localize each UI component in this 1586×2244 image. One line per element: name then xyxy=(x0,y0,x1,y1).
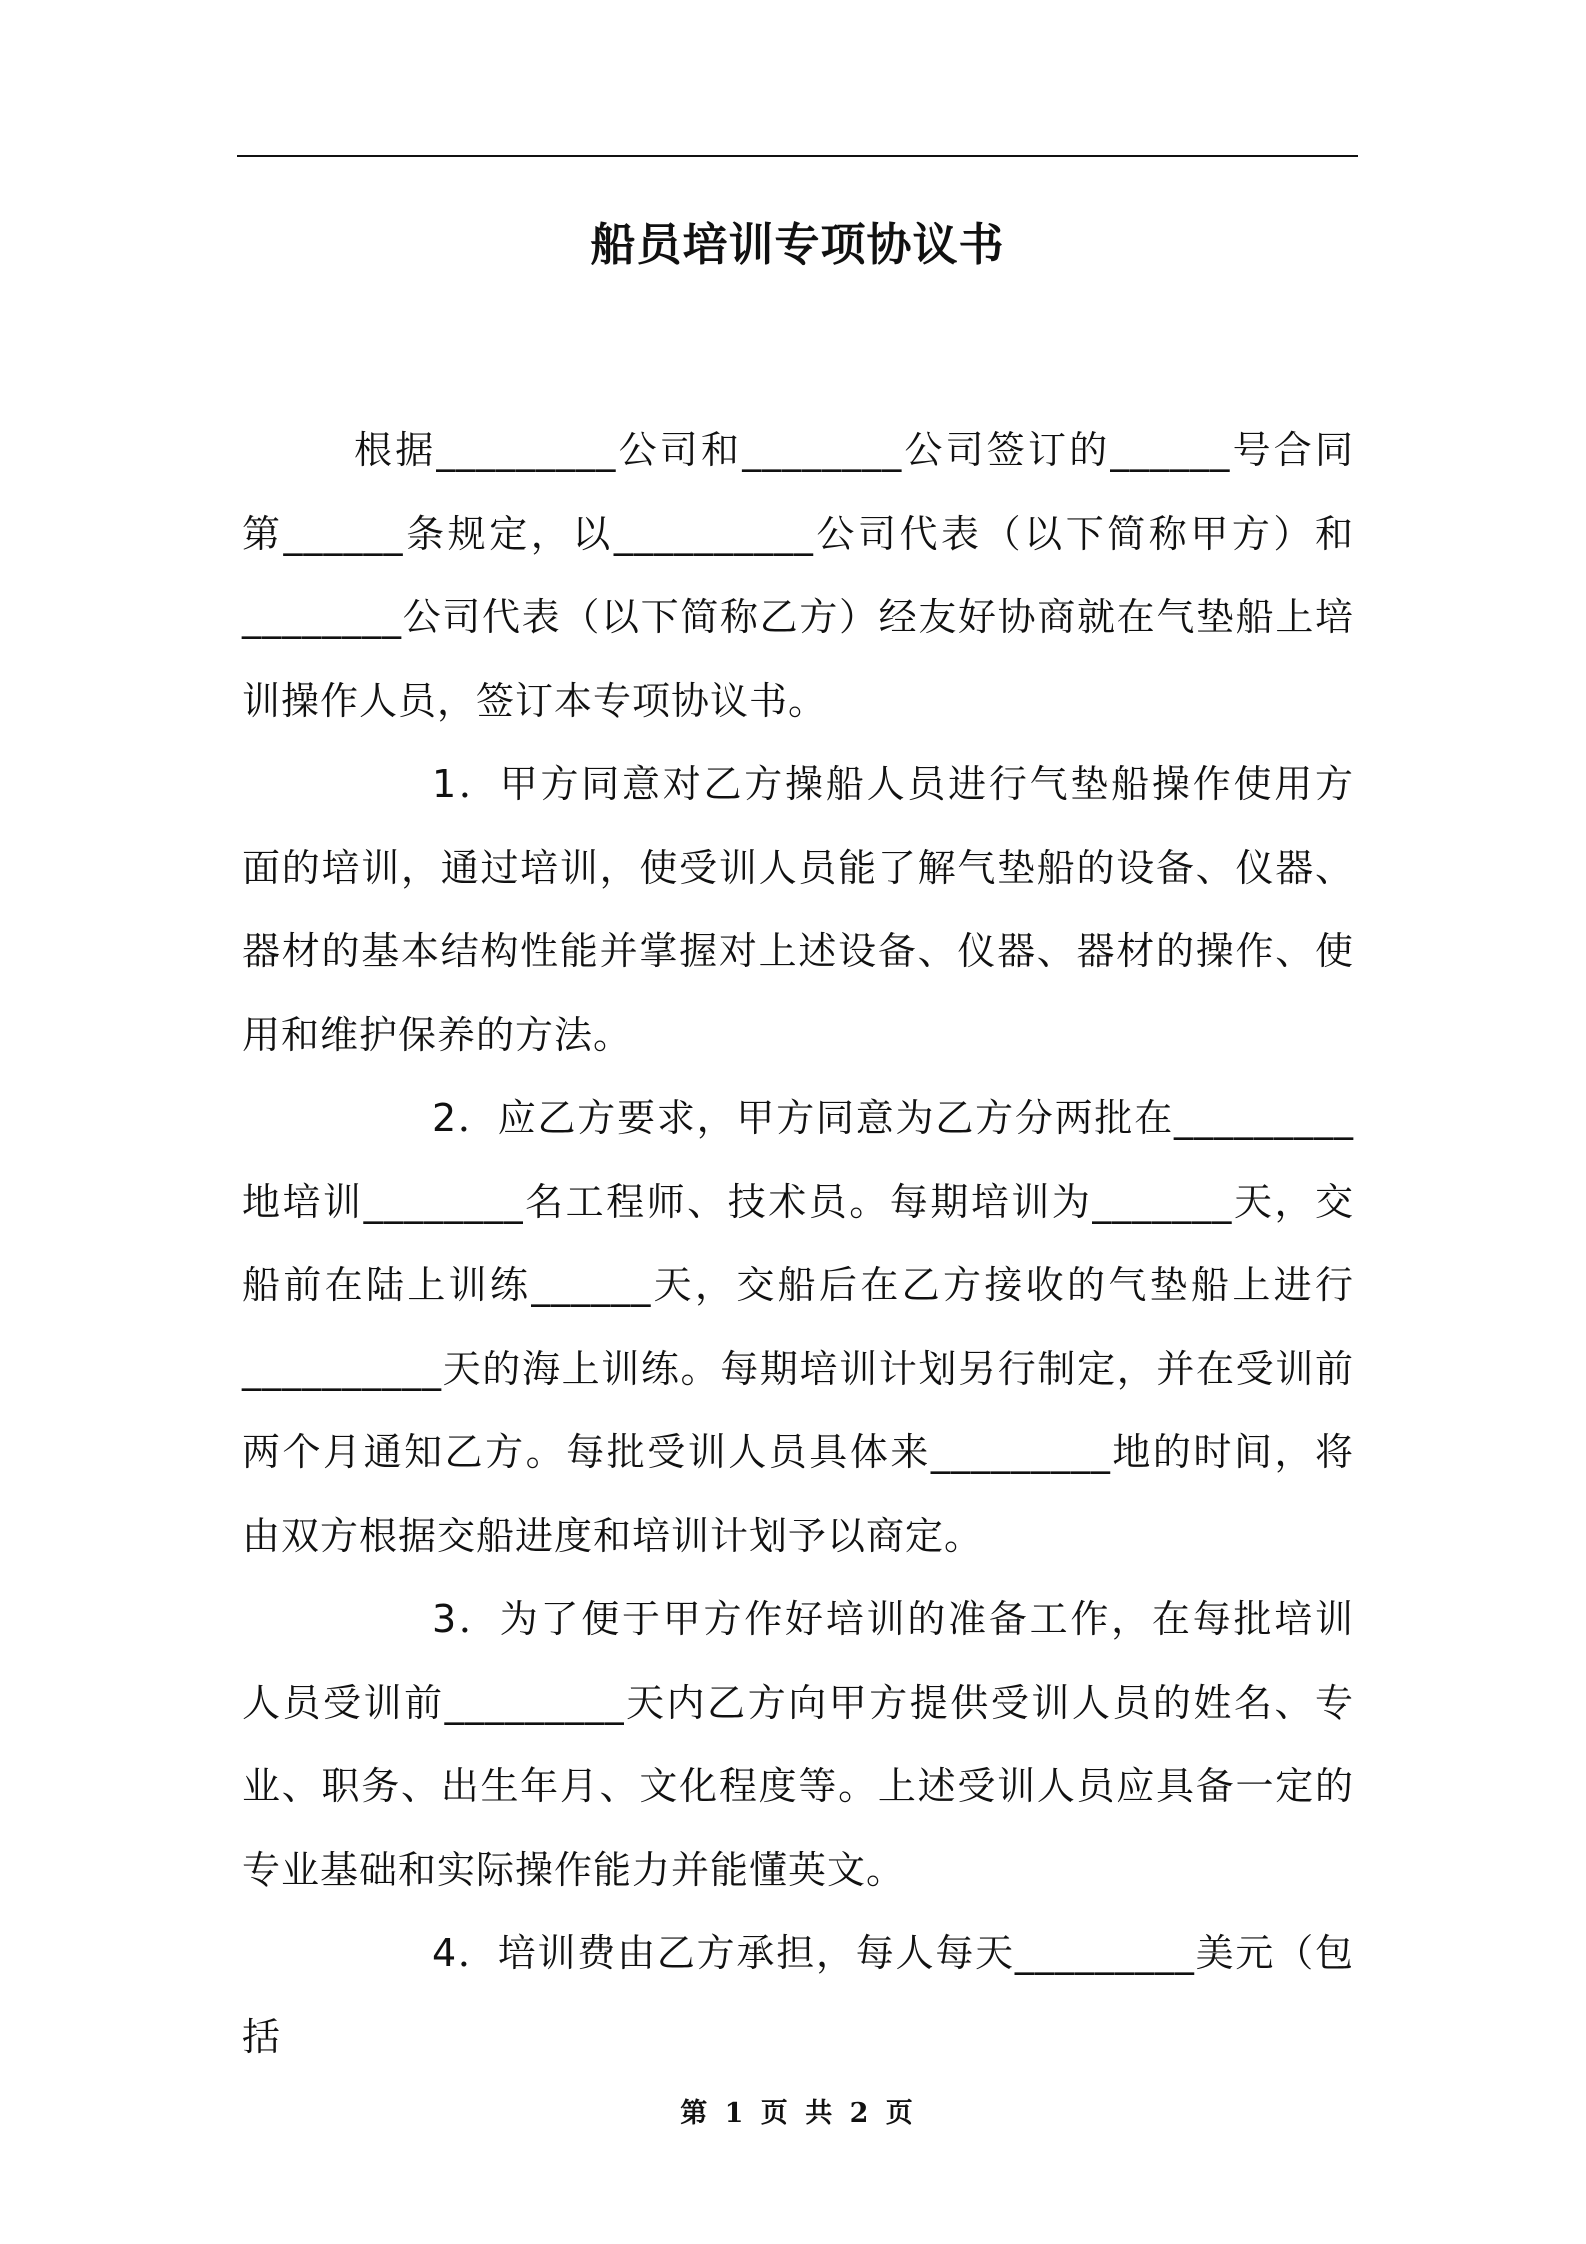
document-body xyxy=(242,409,1354,2079)
document-title: 船员培训专项协议书 xyxy=(590,218,1005,271)
preamble-paragraph: 根据_________公司和________公司签订的______号合同第______条规定，以__________公司代表（以下简称甲方）和________公司代表（以下简称乙方）经友好协商就在气垫船上培训操作人员，签订本专项协议书。 xyxy=(242,428,1354,723)
header-rule xyxy=(237,155,1358,157)
clause-3-paragraph: 3．为了便于甲方作好培训的准备工作，在每批培训人员受训前_________天内乙方向甲方提供受训人员的姓名、专业、职务、出生年月、文化程度等。上述受训人员应具备一定的专业基础和实际操作能力并能懂英文。 xyxy=(242,1597,1354,1892)
clause-1-paragraph: 1．甲方同意对乙方操船人员进行气垫船操作使用方面的培训，通过培训，使受训人员能了解气垫船的设备、仪器、器材的基本结构性能并掌握对上述设备、仪器、器材的操作、使用和维护保养的方法。 xyxy=(242,762,1354,1057)
clause-4-paragraph: 4．培训费由乙方承担，每人每天_________美元（包括 xyxy=(242,1931,1354,2059)
page-number-footer: 第 1 页 共 2 页 xyxy=(680,2098,915,2129)
clause-2-paragraph: 2．应乙方要求，甲方同意为乙方分两批在_________地培训________名工程师、技术员。每期培训为_______天，交船前在陆上训练______天，交船后在乙方接收的气垫船上进行__________天的海上训练。每期培训计划另行制定，并在受训前两个月通知乙方。每批受训人员具体来_________地的时间，将由双方根据交船进度和培训计划予以商定。 xyxy=(242,1096,1354,1558)
